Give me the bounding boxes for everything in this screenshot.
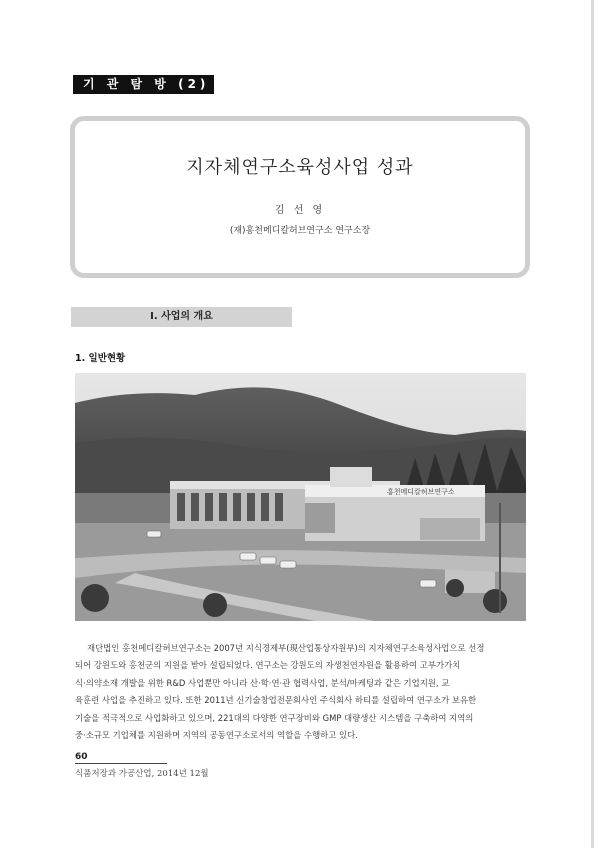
author-name: 김 선 영 [274, 205, 326, 216]
section-heading: Ⅰ. 사업의 개요 [71, 307, 292, 327]
footer-divider [75, 763, 167, 764]
author-affiliation: (재)홍천메디칼허브연구소 연구소장 [229, 226, 371, 236]
body-line: 육훈련 사업을 추진하고 있다. 또한 2011년 신기술창업전문회사인 주식회사 하티를 설립하여 연구소가 보유한 [75, 695, 477, 706]
body-line: 식·의약소재 개발을 위한 R&D 사업뿐만 아니라 산·학·연·관 협력사업, 분석/마케팅과 같은 기업지원, 교 [75, 677, 450, 688]
body-paragraph [75, 640, 526, 744]
series-tag: 기 관 탐 방 (2) [73, 75, 214, 94]
institute-building-photo [75, 373, 526, 621]
body-line: 기술을 적극적으로 사업화하고 있으며, 221대의 다양한 연구장비와 GMP 대량생산 시스템을 구축하여 지역의 [75, 712, 474, 723]
subsection-heading: 1. 일반현황 [75, 353, 126, 364]
building-sign-text: 홍천메디칼허브연구소 [387, 488, 455, 496]
article-title: 지자체연구소육성사업 성과 [186, 157, 414, 178]
title-box [70, 116, 530, 278]
body-line: 중·소규모 기업체를 지원하며 지역의 공동연구소로서의 역할을 수행하고 있다. [75, 730, 358, 741]
journal-citation: 식품저장과 가공산업, 2014년 12월 [75, 769, 209, 779]
page-edge-rule [591, 0, 594, 848]
body-line: 재단법인 홍천메디칼허브연구소는 2007년 지식경제부(現산업통상자원부)의 지자체연구소육성사업으로 선정 [87, 643, 485, 653]
body-line: 되어 강원도와 홍천군의 지원을 받아 설립되었다. 연구소는 강원도의 자생천연자원을 활용하여 고부가가치 [75, 660, 461, 671]
page-number: 60 [75, 752, 88, 762]
